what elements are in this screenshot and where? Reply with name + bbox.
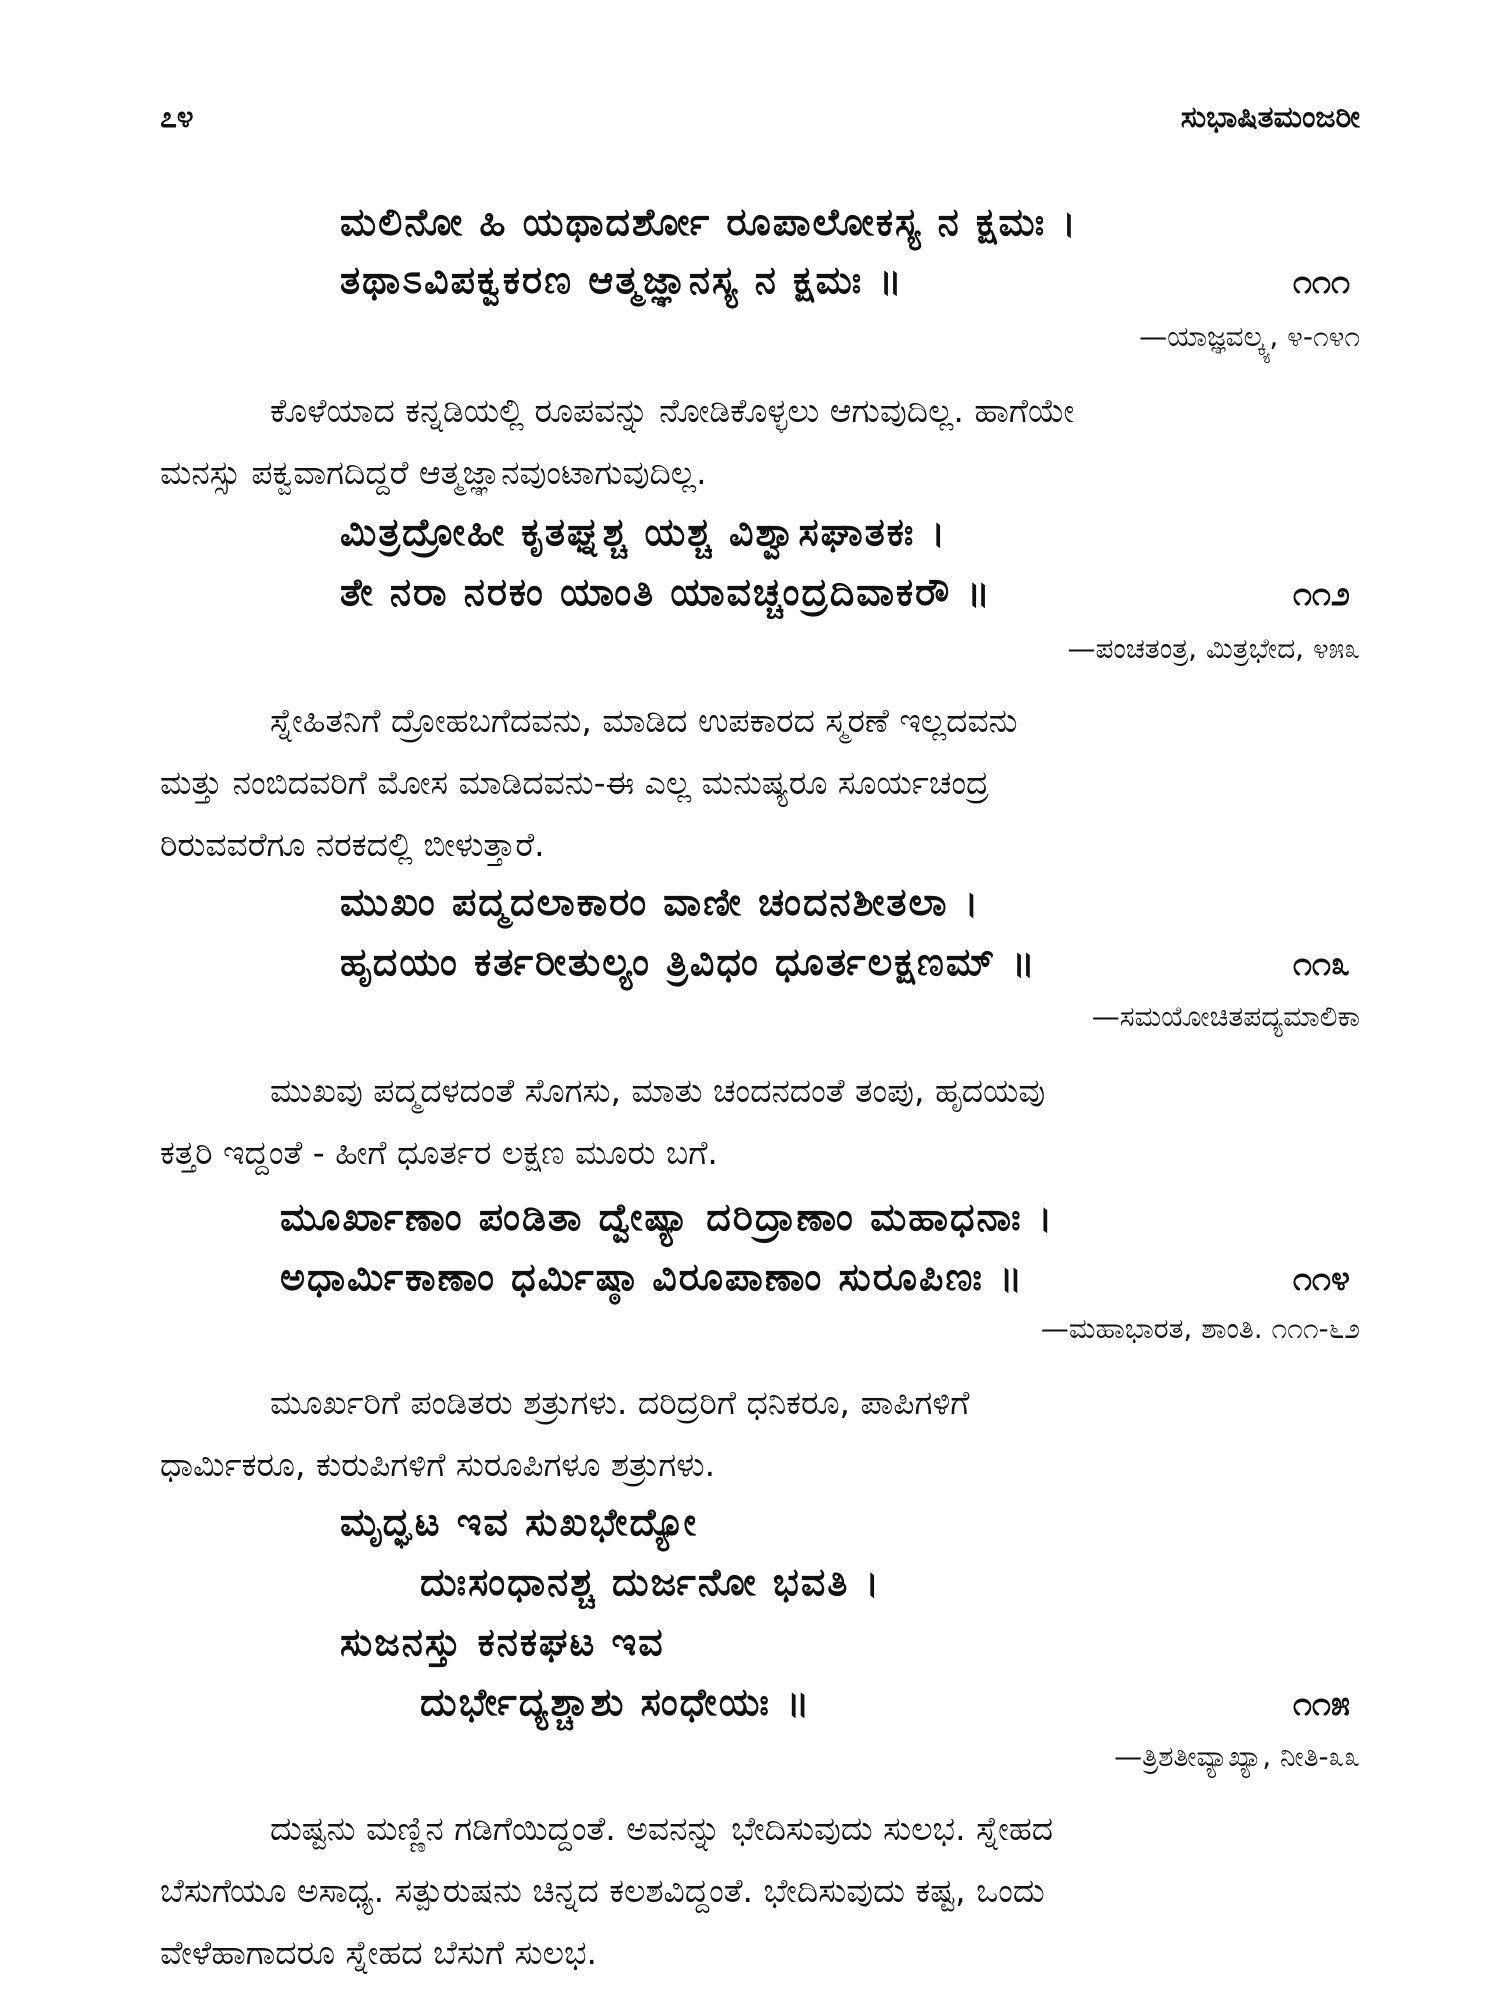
running-title: ಸುಭಾಷಿತಮಂಜರೀ [1180, 100, 1360, 135]
verse-source: —ಪಂಚತಂತ್ರ, ಮಿತ್ರಭೇದ, ೪೫೩ [1067, 632, 1360, 665]
translation-paragraph [160, 1372, 1350, 1496]
verse-number: ೧೧೪ [1292, 1259, 1350, 1299]
translation-line: ಕತ್ತರಿ ಇದ್ದಂತೆ - ಹೀಗೆ ಧೂರ್ತರ ಲಕ್ಷಣ ಮೂರು ಬಗೆ. [160, 1133, 718, 1172]
translation-paragraph [160, 690, 1350, 876]
verse-line: ಅಧಾರ್ಮಿಕಾಣಾಂ ಧರ್ಮಿಷ್ಠಾ ವಿರೂಪಾಣಾಂ ಸುರೂಪಿಣಃ ॥ [280, 1255, 1025, 1299]
translation-paragraph [160, 1798, 1350, 1984]
verse-source: —ತ್ರಿಶತೀವ್ಯಾಖ್ಯಾ, ನೀತಿ-೩೩ [1114, 1740, 1360, 1773]
verse-line: ಮೃದ್ಘಟ ಇವ ಸುಖಭೇದ್ಯೋ [340, 1500, 698, 1544]
page-number: ೭೪ [160, 100, 194, 135]
translation-line: ರಿರುವವರೆಗೂ ನರಕದಲ್ಲಿ ಬೀಳುತ್ತಾರೆ. [160, 825, 545, 864]
verse-line: ಮುಖಂ ಪದ್ಮದಲಾಕಾರಂ ವಾಣೀ ಚಂದನಶೀತಲಾ । [340, 880, 981, 924]
translation-line: ದುಷ್ಟನು ಮಣ್ಣಿನ ಗಡಿಗೆಯಿದ್ದಂತೆ. ಅವನನ್ನು ಭೇದಿಸುವುದು ಸುಲಭ. ಸ್ನೇಹದ [270, 1809, 1054, 1848]
translation-line: ಮತ್ತು ನಂಬಿದವರಿಗೆ ಮೋಸ ಮಾಡಿದವನು-ಈ ಎಲ್ಲ ಮನುಷ್ಯರೂ ಸೂರ್ಯಚಂದ್ರ [160, 763, 989, 802]
verse-line: ಮಿತ್ರದ್ರೋಹೀ ಕೃತಘ್ನಶ್ಚ ಯಶ್ಚ ವಿಶ್ವಾಸಘಾತಕಃ । [340, 510, 948, 554]
verse-number: ೧೧೨ [1292, 574, 1350, 614]
translation-line: ಕೊಳೆಯಾದ ಕನ್ನಡಿಯಲ್ಲಿ ರೂಪವನ್ನು ನೋಡಿಕೊಳ್ಳಲು ಆಗುವುದಿಲ್ಲ. ಹಾಗೆಯೇ [270, 391, 1075, 430]
verse-line: ಮೂರ್ಖಾಣಾಂ ಪಂಡಿತಾ ದ್ವೇಷ್ಯಾ ದರಿದ್ರಾಣಾಂ ಮಹಾಧನಾಃ । [280, 1195, 1055, 1239]
verse-line: ಮಲಿನೋ ಹಿ ಯಥಾದರ್ಶೋ ರೂಪಾಲೋಕಸ್ಯ ನ ಕ್ಷಮಃ । [340, 200, 1078, 244]
verse-number: ೧೧೫ [1292, 1684, 1350, 1724]
verse-line: ತಥಾಽವಿಪಕ್ವಕರಣ ಆತ್ಮಜ್ಞಾನಸ್ಯ ನ ಕ್ಷಮಃ ॥ [340, 258, 904, 302]
translation-line: ಧಾರ್ಮಿಕರೂ, ಕುರುಪಿಗಳಿಗೆ ಸುರೂಪಿಗಳೂ ಶತ್ರುಗಳು. [160, 1445, 716, 1484]
translation-line: ಬೆಸುಗೆಯೂ ಅಸಾಧ್ಯ. ಸತ್ಪುರುಷನು ಚಿನ್ನದ ಕಲಶವಿದ್ದಂತೆ. ಭೇದಿಸುವುದು ಕಷ್ಟ, ಒಂದು [160, 1871, 1045, 1910]
translation-paragraph [160, 380, 1350, 504]
translation-paragraph [160, 1060, 1350, 1184]
translation-line: ಮುಖವು ಪದ್ಮದಳದಂತೆ ಸೊಗಸು, ಮಾತು ಚಂದನದಂತೆ ತಂಪು, ಹೃದಯವು [270, 1071, 1046, 1110]
verse-number: ೧೧೧ [1292, 262, 1350, 302]
translation-line: ಸ್ನೇಹಿತನಿಗೆ ದ್ರೋಹಬಗೆದವನು, ಮಾಡಿದ ಉಪಕಾರದ ಸ್ಮರಣೆ ಇಲ್ಲದವನು [270, 701, 1018, 740]
verse-source: —ಮಹಾಭಾರತ, ಶಾಂತಿ. ೧೧೧-೬೨ [1040, 1312, 1360, 1345]
verse-line: ಸುಜನಸ್ತು ಕನಕಘಟ ಇವ [340, 1620, 665, 1664]
verse-number: ೧೧೩ [1292, 944, 1350, 984]
verse-source: —ಸಮಯೋಚಿತಪದ್ಯಮಾಲಿಕಾ [1091, 1000, 1360, 1033]
translation-line: ಮೂರ್ಖರಿಗೆ ಪಂಡಿತರು ಶತ್ರುಗಳು. ದರಿದ್ರರಿಗೆ ಧನಿಕರೂ, ಪಾಪಿಗಳಿಗೆ [270, 1383, 970, 1422]
verse-source: —ಯಾಜ್ಞವಲ್ಕ್ಯ, ೪-೧೪೧ [1139, 320, 1360, 353]
translation-line: ವೇಳೆಹಾಗಾದರೂ ಸ್ನೇಹದ ಬೆಸುಗೆ ಸುಲಭ. [160, 1933, 598, 1972]
verse-line: ದುರ್ಭೇದ್ಯಶ್ಚಾಶು ಸಂಧೇಯಃ ॥ [420, 1680, 812, 1724]
verse-line: ಹೃದಯಂ ಕರ್ತರೀತುಲ್ಯಂ ತ್ರಿವಿಧಂ ಧೂರ್ತಲಕ್ಷಣಮ್ ॥ [340, 940, 1037, 984]
verse-line: ದುಃಸಂಧಾನಶ್ಚ ದುರ್ಜನೋ ಭವತಿ । [420, 1560, 882, 1604]
verse-line: ತೇ ನರಾ ನರಕಂ ಯಾಂತಿ ಯಾವಚ್ಚಂದ್ರದಿವಾಕರೌ ॥ [340, 570, 992, 614]
translation-line: ಮನಸ್ಸು ಪಕ್ವವಾಗದಿದ್ದರೆ ಆತ್ಮಜ್ಞಾನವುಂಟಾಗುವುದಿಲ್ಲ. [160, 453, 707, 492]
